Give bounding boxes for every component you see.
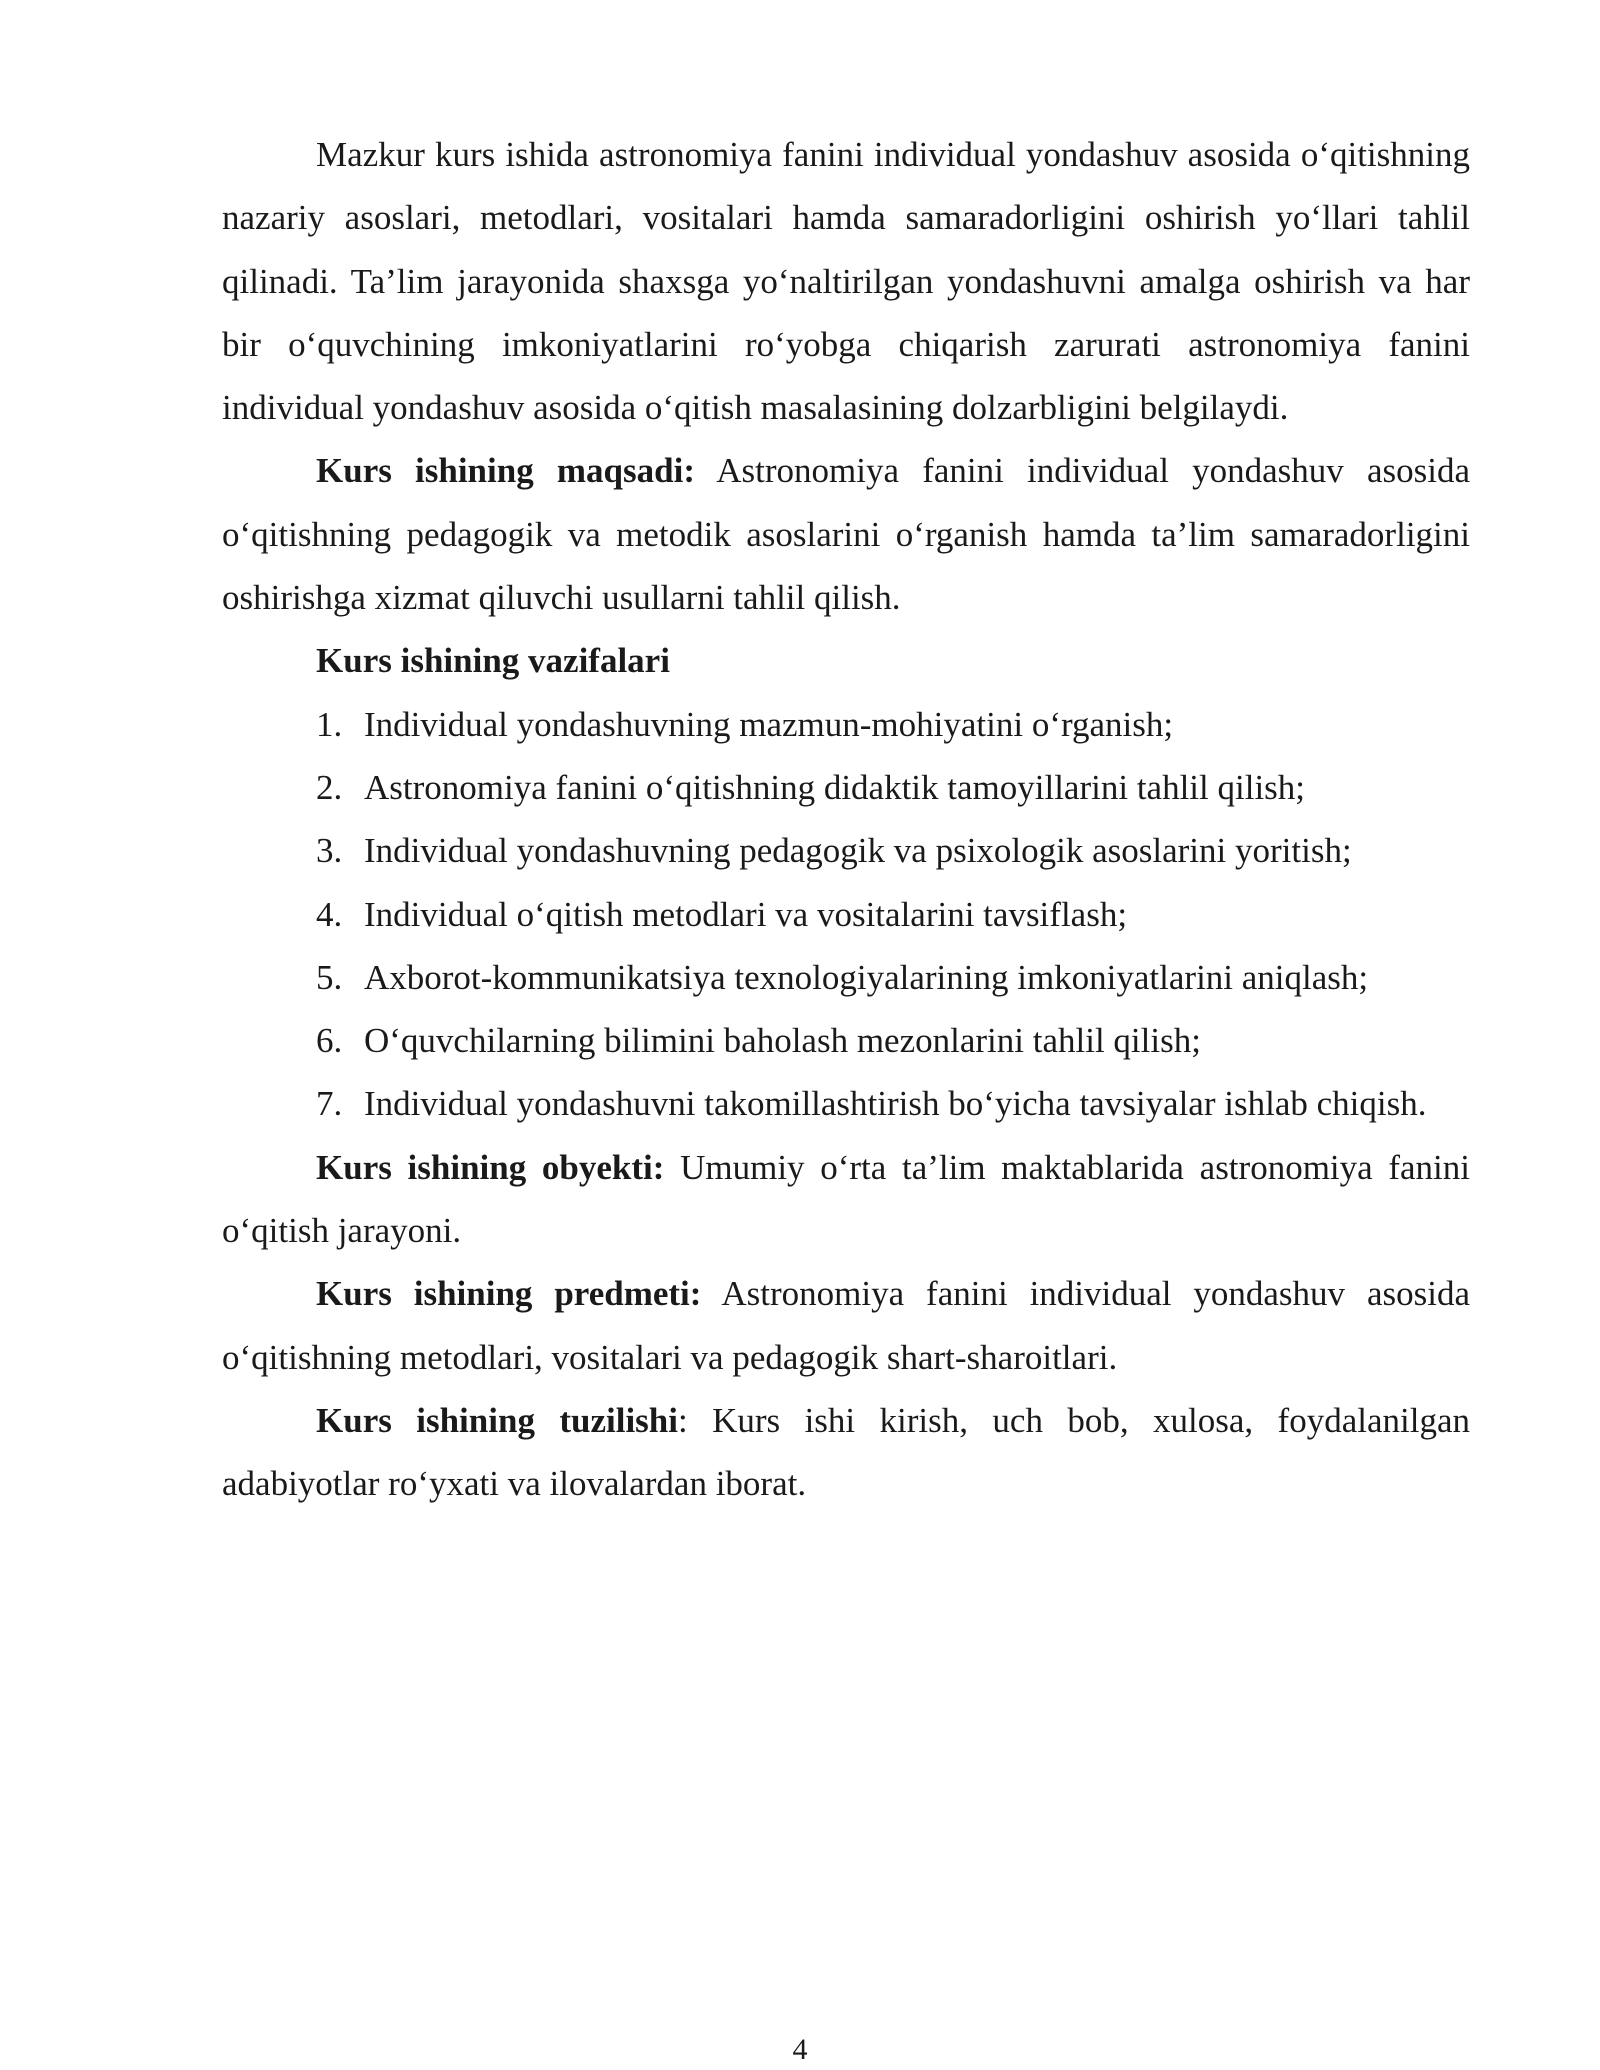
subject-label: Kurs ishining predmeti: xyxy=(316,1274,702,1314)
goal-text: Astronomiya fanini individual yondashuv asosida o‘qitishning pedagogik va metodik asoslarini o‘rganish hamda ta’lim samaradorligini oshirishga xizmat qiluvchi usullarni tahlil qilish. xyxy=(222,451,1471,618)
list-item xyxy=(222,819,1470,882)
list-item xyxy=(222,756,1470,819)
list-item-text: O‘quvchilarning bilimini baholash mezonlarini tahlil qilish; xyxy=(364,1021,1201,1061)
list-item xyxy=(222,693,1470,756)
page-number: 4 xyxy=(792,2033,808,2066)
list-item-number: 6. xyxy=(316,1021,343,1061)
object-text: Umumiy o‘rta ta’lim maktablarida astronomiya fanini o‘qitish jarayoni. xyxy=(222,1147,1470,1251)
tasks-heading-text: Kurs ishining vazifalari xyxy=(316,641,670,681)
goal-paragraph xyxy=(222,439,1470,629)
object-label: Kurs ishining obyekti: xyxy=(316,1147,665,1187)
goal-label: Kurs ishining maqsadi: xyxy=(316,451,695,491)
list-item-text: Individual yondashuvning mazmun-mohiyatini o‘rganish; xyxy=(364,704,1174,744)
list-item-text: Individual o‘qitish metodlari va vositalarini tavsiflash; xyxy=(364,894,1128,934)
list-item-number: 4. xyxy=(316,894,343,934)
tasks-heading xyxy=(222,629,1470,692)
object-paragraph xyxy=(222,1136,1470,1263)
list-item xyxy=(222,883,1470,946)
list-item-number: 2. xyxy=(316,767,343,807)
subject-paragraph xyxy=(222,1262,1470,1389)
list-item-number: 7. xyxy=(316,1084,343,1124)
list-item-text: Astronomiya fanini o‘qitishning didaktik tamoyillarini tahlil qilish; xyxy=(364,767,1306,807)
list-item xyxy=(222,1072,1470,1135)
list-item xyxy=(222,946,1470,1009)
list-item-number: 1. xyxy=(316,704,343,744)
intro-paragraph: Mazkur kurs ishida astronomiya fanini individual yondashuv asosida o‘qitishning nazariy asoslari, metodlari, vositalari hamda samaradorligini oshirish yo‘llari tahlil qilinadi. Ta’lim jarayonida shaxsga yo‘naltirilgan yondashuvni amalga oshirish va har bir o‘quvchining imkoniyatlarini ro‘yobga chiqarish zarurati astronomiya fanini individual yondashuv asosida o‘qitish masalasining dolzarbligini belgilaydi. xyxy=(222,135,1470,428)
list-item-number: 3. xyxy=(316,831,343,871)
subject-text: Astronomiya fanini individual yondashuv asosida o‘qitishning metodlari, vositalari va pedagogik shart-sharoitlari. xyxy=(222,1274,1470,1377)
tasks-list xyxy=(222,693,1470,1136)
structure-text: : Kurs ishi kirish, uch bob, xulosa, foydalanilgan adabiyotlar ro‘yxati va ilovalardan iborat. xyxy=(222,1400,1470,1504)
structure-paragraph xyxy=(222,1389,1470,1516)
list-item-text: Individual yondashuvni takomillashtirish bo‘yicha tavsiyalar ishlab chiqish. xyxy=(364,1084,1427,1124)
structure-label: Kurs ishining tuzilishi xyxy=(316,1400,678,1440)
list-item-text: Individual yondashuvning pedagogik va psixologik asoslarini yoritish; xyxy=(364,831,1352,871)
list-item-text: Axborot-kommunikatsiya texnologiyalarining imkoniyatlarini aniqlash; xyxy=(364,957,1369,997)
list-item xyxy=(222,1009,1470,1072)
list-item-number: 5. xyxy=(316,957,343,997)
document-page xyxy=(222,123,1470,1516)
